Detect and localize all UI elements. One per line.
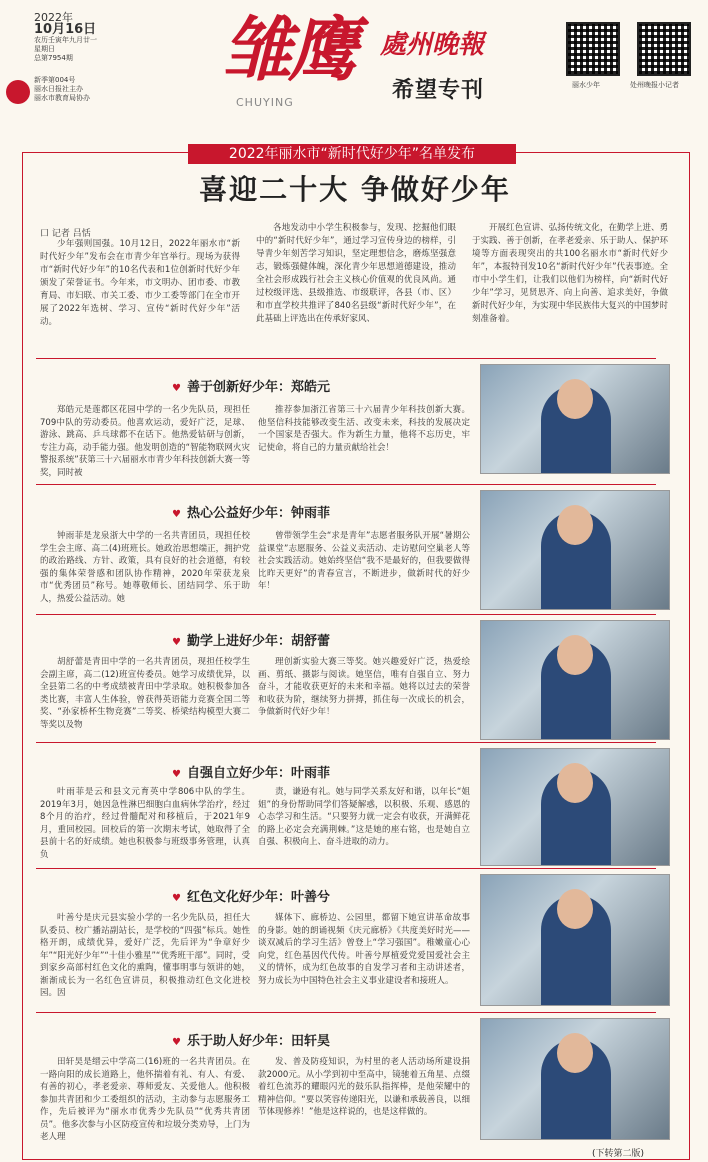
section-title [172, 1030, 330, 1049]
qr-caption: 处州晚报小记者 [630, 81, 679, 89]
qr-code-icon[interactable] [566, 22, 620, 76]
meta-line: 新季第004号 [34, 76, 76, 84]
qr-code-icon[interactable] [637, 22, 691, 76]
qr-caption: 丽水少年 [572, 81, 600, 89]
logo-pinyin: CHUYING [236, 96, 294, 109]
meta-line: 丽水市教育局协办 [34, 94, 90, 102]
section-text: 郑皓元是莲都区花园中学的一名少先队员，现担任709中队的劳动委员。他喜欢运动，爱好广泛，足球、游泳、跳高、乒乓球都不在话下。他热爱钻研与创新，专注力高，动手能力强。他发明创造的“智能物联网火灾警报系统”获第三十六届丽水市青少年科技创新大赛一等奖，同时被 [40, 405, 250, 478]
issue-date [34, 12, 97, 63]
section-text: 田轩昊是缙云中学高二(16)班的一名共青团员。在一路向阳的成长道路上，他怀揣着有礼、有人、有爱、有善的初心，孝老爱亲、尊师爱友、关爱他人。他积极参加共青团和少工委组织的活动，主动参与志愿服务工作，先后被评为“丽水市优秀少先队员”“优秀共青团员”。他多次参与小区防疫宣传和垃圾分类劝导，上门为老人理 [40, 1057, 250, 1142]
portrait-photo [480, 364, 670, 474]
heart-icon: ♥ [172, 769, 181, 780]
section-text: 发、普及防疫知识，为村里的老人活动场所建设捐款2000元。从小学到初中至高中，镜驰着五角星、点缀着红色流苏的耀眼闪光的鼓乐队指挥棒，是他荣耀中的精神信仰。“要以笑容传递阳光，以谦和承载善良，以细节体现修养！”他是这样说的，也是这样做的。 [258, 1057, 470, 1117]
supplement-name: 希望专刊 [392, 78, 485, 103]
section-title [172, 630, 330, 649]
section-text: 媒体下、廊桥边、公园里，都留下她宣讲革命故事的身影。她的朗诵视频《庆元廊桥》《共度美好时光——谈双减后的学习生活》曾登上“学习强国”。稚嫩童心心向党，红色基因代代传。叶善兮厚植爱党爱国爱社会主义的情怀，成为红色故事的自发学习者和主动讲述者，努力成长为中国特色社会主义事业建设者和接班人。 [258, 913, 470, 986]
heart-icon: ♥ [172, 509, 181, 520]
portrait-photo [480, 1018, 670, 1140]
section-divider [36, 868, 656, 869]
section-text: 叶雨菲是云和县文元育英中学806中队的学生。2019年3月，她因急性淋巴细胞白血病休学治疗，经过8个月的治疗，经过骨髓配对和移植后，于2021年9月，重回校园。回校后的第一次期末考试，她取得了全县前十名的好成绩。她也积极参与班级事务管理，认真负 [40, 787, 250, 860]
section-title [172, 376, 330, 395]
section-divider [36, 358, 656, 359]
section-title [172, 502, 330, 521]
section-divider [36, 1012, 656, 1013]
portrait-photo [480, 490, 670, 610]
portrait-photo [480, 620, 670, 740]
masthead-meta [34, 76, 90, 103]
section-text: 曾带领学生会“求是青年”志愿者服务队开展“暑期公益课堂”志愿服务、公益义卖活动、走访慰问空巢老人等社会实践活动。她始终坚信“我不是最好的，但我要做得比昨天更好”的青春宣言，不断进步，做新时代的好少年！ [258, 531, 470, 591]
section-text: 责，谦逊有礼。她与同学关系友好和谐，以年长“姐姐”的身份帮助同学们答疑解惑，以积极、乐观、感恩的心态学习和生活。“只要努力就一定会有收获，开满鲜花的路上必定会充满荆棘。”这是她的座右铭，也是她自立自强、积极向上、奋斗进取的动力。 [258, 787, 470, 847]
section-divider [36, 484, 656, 485]
section-divider [36, 742, 656, 743]
section-divider [36, 614, 656, 615]
section-title [172, 762, 330, 781]
byline: 口 记者 吕恬 [40, 229, 91, 239]
page-headline: 喜迎二十大 争做好少年 [199, 173, 511, 206]
date-month-day: 10月16日 [34, 22, 97, 37]
heart-icon: ♥ [172, 1037, 181, 1048]
ribbon-subtitle: 2022年丽水市“新时代好少年”名单发布 [188, 144, 516, 164]
heart-icon: ♥ [172, 637, 181, 648]
section-title-text: 勤学上进好少年：胡舒蕾 [186, 634, 330, 649]
portrait-photo [480, 748, 670, 866]
section-text: 理创新实验大赛三等奖。她兴趣爱好广泛，热爱绘画、剪纸、摄影与阅读。她坚信，唯有自强自立、努力奋斗，才能收获更好的未来和幸福。她将以过去的荣誉和收获为阶，继续努力拼搏，抓住每一次成长的机会，争做新时代好少年！ [258, 657, 470, 717]
section-title-text: 善于创新好少年：郑皓元 [186, 380, 330, 395]
intro-column-1: 少年强则国强。10月12日，2022年丽水市“新时代好少年”发布会在市青少年宫举行。现场为获得市“新时代好少年”的10名代表和1位创新时代好少年颁发了荣誉证书。今年来，市文明办、团市委、市教育局、市妇联、市关工委、市少工委等部门在全市开展了2022年选树、学习、宣传“新时代好少年”活动。 [40, 239, 240, 327]
date-weekday: 星期日 [34, 45, 55, 53]
heart-icon: ♥ [172, 383, 181, 394]
intro-column-2: 各地发动中小学生积极参与，发现、挖掘他们眼中的“新时代好少年”，通过学习宣传身边的榜样，引导青少年刻苦学习知识，坚定理想信念，磨炼坚强意志，锻炼强健体魄，深化青少年思想道德建设，推动全社会形成践行社会主义核心价值观的优良风尚。通过校级评选、县级推选、市级联评，各县（市、区）和市直学校共推评了840名县级“新时代好少年”，在此基础上评选出在传承好家风、 [256, 223, 456, 324]
meta-line: 丽水日报社主办 [34, 85, 83, 93]
masthead [0, 0, 708, 145]
newspaper-logo-icon [6, 80, 30, 104]
section-text: 推荐参加浙江省第三十六届青少年科技创新大赛。他坚信科技能够改变生活、改变未来，科技的发展决定一个国家是否强大。作为新生力量，他将不忘历史，牢记使命，将自己的力量贡献给社会！ [258, 405, 470, 453]
continued-note: (下转第二版) [592, 1149, 645, 1159]
section-title [172, 886, 330, 905]
section-title-text: 红色文化好少年：叶善兮 [186, 890, 330, 905]
section-text: 叶善兮是庆元县实验小学的一名少先队员，担任大队委员、校广播站副站长，是学校的“四强”标兵。她性格开朗，成绩优异，爱好广泛，先后评为“争章好少年”“阳光好少年”“十佳小雅星”“优秀班干部”。同时，受到家乡高部村红色文化的熏陶，懂事明事与领讲的她，渐渐成长为一名红色宣讲员，积极推动红色文化进校园。因 [40, 913, 250, 998]
paper-name: 處州晚報 [380, 30, 485, 60]
heart-icon: ♥ [172, 893, 181, 904]
section-title-text: 热心公益好少年：钟雨菲 [186, 506, 330, 521]
section-text: 胡舒蕾是青田中学的一名共青团员，现担任校学生会副主席，高二(12)班宣传委员。她学习成绩优异，以全县第二名的中考成绩被青田中学录取。她积极参加各类比赛，丰富人生体验，曾获得英语能力竞赛全国二等奖、“孙家桥杯生物竞赛”二等奖、桥梁结构模型大赛二等奖以及物 [40, 657, 250, 730]
section-title-text: 乐于助人好少年：田轩昊 [186, 1034, 330, 1049]
chuying-logo: 雏鹰 [222, 8, 354, 91]
date-lunar: 农历壬寅年九月廿一 [34, 36, 97, 44]
issue-total: 总第7954期 [34, 54, 73, 62]
portrait-photo [480, 874, 670, 1006]
date-year: 2022年 [34, 11, 73, 24]
intro-column-3: 开展红色宣讲、弘扬传统文化，在勤学上进、勇于实践、善于创新，在孝老爱亲、乐于助人、保护环境等方面表现突出的共100名丽水市“新时代好少年”，本报特刊发10名“新时代好少年”代表事迹。全市中小学生们，让我们以他们为榜样，向“新时代好少年”学习，见贤思齐、向上向善、追求美好，争做新时代好少年，为实现中华民族伟大复兴的中国梦时刻准备着。 [472, 223, 668, 324]
section-title-text: 自强自立好少年：叶雨菲 [186, 766, 330, 781]
section-text: 钟雨菲是龙泉浙大中学的一名共青团员，现担任校学生会主席、高二(4)班班长。她政治思想端正，拥护党的政治路线、方针、政策，具有良好的社会道德，有较强的集体荣誉感和团队协作精神，2020年荣获龙泉市“优秀团员”称号。她尊敬师长、团结同学、乐于助人，热爱公益活动。她 [40, 531, 250, 604]
